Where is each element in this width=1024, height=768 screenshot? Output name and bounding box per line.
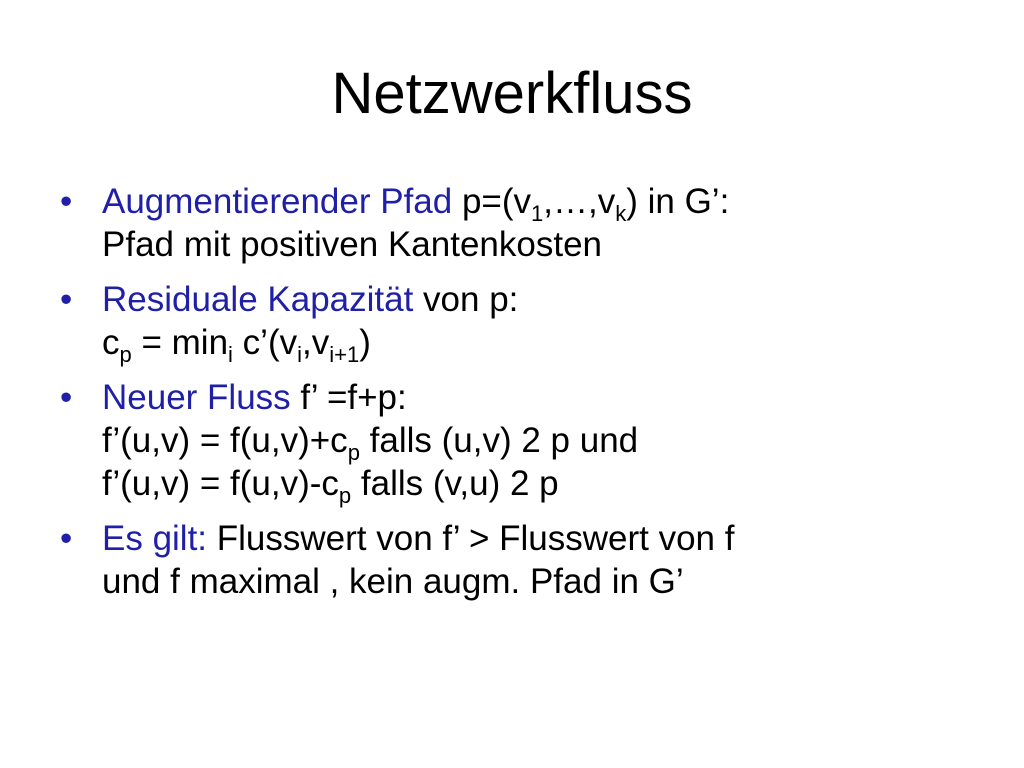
subscript: p bbox=[338, 483, 352, 508]
formula-text: c bbox=[102, 323, 120, 362]
subscript: 1 bbox=[531, 201, 544, 226]
bullet-line bbox=[102, 517, 976, 560]
subscript: i+1 bbox=[329, 342, 360, 367]
term-label: Augmentierender Pfad bbox=[102, 182, 453, 221]
formula-text: f’(u,v) = f(u,v)+c bbox=[102, 421, 348, 460]
bullet-line: Pfad mit positiven Kantenkosten bbox=[102, 225, 603, 264]
bullet-text: f’ =f+p: bbox=[290, 378, 407, 417]
bullet-line: und f maximal , kein augm. Pfad in G’ bbox=[102, 562, 684, 601]
term-label: Residuale Kapazität bbox=[102, 280, 414, 319]
bullet-list bbox=[56, 180, 976, 615]
formula-text: c’(v bbox=[232, 323, 298, 362]
formula-text: ,…,v bbox=[543, 182, 616, 221]
bullet-line bbox=[102, 376, 976, 419]
slide-title: Netzwerkfluss bbox=[331, 61, 693, 126]
formula-line bbox=[102, 321, 976, 367]
bullet-item-residual-capacity bbox=[56, 278, 976, 367]
bullet-line bbox=[102, 180, 976, 226]
bullet-icon: • bbox=[60, 378, 73, 417]
bullet-icon: • bbox=[60, 182, 73, 221]
formula-text: = min bbox=[131, 323, 229, 362]
formula-text: ) in G’: bbox=[626, 182, 730, 221]
bullet-text: von p: bbox=[413, 280, 519, 319]
formula-line bbox=[102, 419, 976, 465]
formula-text: falls (v,u) 2 p bbox=[351, 464, 559, 503]
subscript: i bbox=[228, 342, 233, 367]
formula-text: ,v bbox=[301, 323, 330, 362]
bullet-text: Flusswert von f’ > Flusswert von f bbox=[207, 519, 735, 558]
formula-text: p=(v bbox=[452, 182, 532, 221]
bullet-item-augmenting-path bbox=[56, 180, 976, 266]
subscript: i bbox=[297, 342, 302, 367]
bullet-item-it-holds bbox=[56, 517, 976, 603]
bullet-item-new-flow bbox=[56, 376, 976, 508]
subscript: k bbox=[615, 201, 627, 226]
formula-text: falls (u,v) 2 p und bbox=[359, 421, 639, 460]
formula-text: f’(u,v) = f(u,v)-c bbox=[102, 464, 339, 503]
formula-text: ) bbox=[359, 323, 371, 362]
subscript: p bbox=[347, 440, 360, 465]
subscript: p bbox=[119, 342, 132, 367]
term-label: Neuer Fluss bbox=[102, 378, 291, 417]
bullet-icon: • bbox=[60, 280, 73, 319]
bullet-icon: • bbox=[60, 519, 73, 558]
bullet-line bbox=[102, 278, 976, 321]
term-label: Es gilt: bbox=[102, 519, 208, 558]
formula-line bbox=[102, 462, 976, 508]
